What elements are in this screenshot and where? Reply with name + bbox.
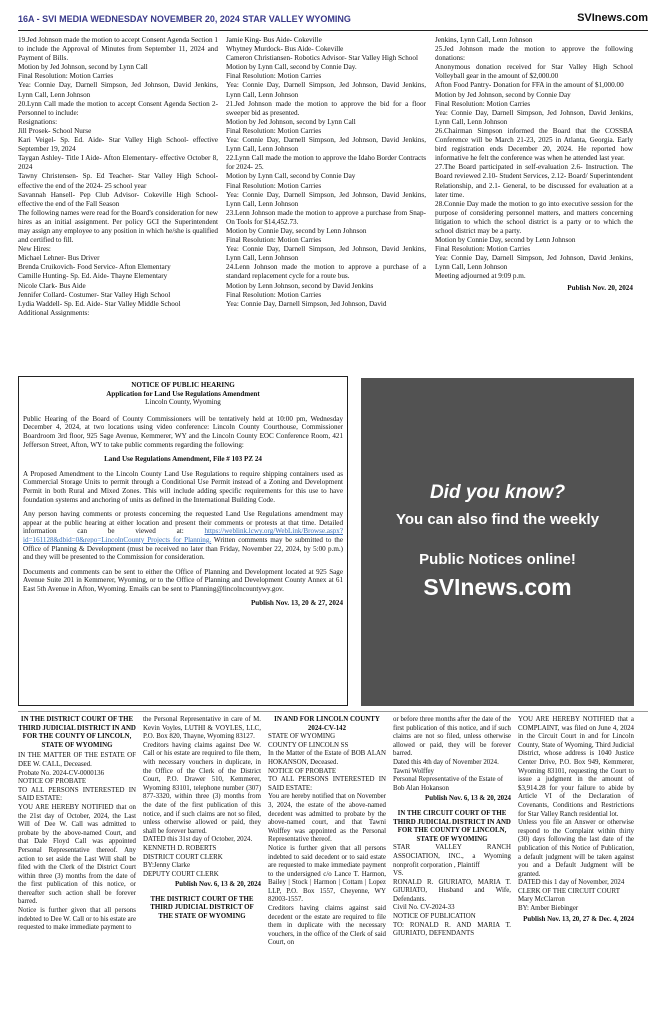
notice-line: STAR VALLEY RANCH ASSOCIATION, INC., a Wyoming nonprofit corporation , Plaintiff <box>393 844 511 869</box>
minutes-line: Yea: Connie Day, Darnell Simpson, Jed Johnson, David Jenkins, Lynn Call, Lenn Johnson <box>435 108 633 126</box>
minutes-line: Jenkins, Lynn Call, Lenn Johnson <box>435 36 533 44</box>
minutes-line: Yea: Connie Day, Darnell Simpson, Jed Johnson, David Jenkins, Lynn Call, Lenn Johnson <box>226 136 426 154</box>
publish-date: Publish Nov. 20, 2024 <box>567 283 633 292</box>
notice-line: Probate No. 2024-CV-0000136 <box>18 769 105 777</box>
notice-line: In the Matter of the Estate of BOB ALAN HOKANSON, Deceased. <box>268 750 386 766</box>
notice-line: NOTICE OF PROBATE <box>18 778 87 786</box>
notice-line: Tawni Wolffey <box>393 767 434 775</box>
minutes-line: Motion by Lynn Call, second by Connie Day. <box>226 63 357 72</box>
court-heading: IN THE DISTRICT COURT OF THE THIRD JUDICIAL DISTRICT IN AND FOR THE COUNTY OF LINCOLN, STATE OF WYOMING <box>18 716 136 749</box>
publish-date: Publish Nov. 13, 20 & 27, 2024 <box>250 599 343 608</box>
notice-line: YOU ARE HEREBY NOTIFIED that a COMPLAINT, was filed on June 4, 2024 in the Circuit Court in and for Lincoln County, State of Wyoming, Third Judicial District, whose address is 1040 Justice Center Drive, P.O. Box 949, Kemmerer, Wyoming 83101, requesting the Court to issue a judgment in the amount of $3,914.28 for your failure to abide by Article VI of the Declaration of Covenants, Conditions and Restrictions for Star Valley Ranch residential lot. <box>518 716 634 818</box>
svinews-ad[interactable] <box>361 378 634 706</box>
minutes-line: 19.Jed Johnson made the motion to accept Consent Agenda Section 1 to include the Approval of Minutes from September 11, 2024 and Payment of Bills. <box>18 36 218 63</box>
minutes-line: Kari Veigel- Sp. Ed. Aide- Star Valley High School- effective September 19, 2024 <box>18 136 218 154</box>
minutes-line: Final Resolution: Motion Carries <box>226 126 322 135</box>
minutes-line: Resignations: <box>18 117 58 126</box>
minutes-col-3 <box>435 36 633 293</box>
minutes-line: Additional Assignments: <box>18 308 90 317</box>
minutes-line: Final Resolution: Motion Carries <box>226 290 322 299</box>
minutes-line: New Hires: <box>18 245 51 254</box>
notice-line: KENNETH D. ROBERTS <box>143 844 217 852</box>
ad-headline: Did you know? <box>429 482 566 503</box>
notice-line: Creditors having claims against Dee W. Call or his estate are required to file them, with necessary vouchers in duplicate, in the Office of the Clerk of the District Court, P.O. Drawer 510, Kemmerer, Wyoming 83101, telephone number (307) 877-3320, within three (3) months from the date of the first publication of this notice, and if such claims are not so filed, unless otherwise allowed or paid, they shall be forever barred. <box>143 741 261 835</box>
notice-line: DATED this 1 day of November, 2024 <box>518 879 625 887</box>
notice-line: TO: RONALD R. AND MARIA T. GIURIATO, DEFENDANTS <box>393 921 511 938</box>
notice-line: Notice is further given that all persons indebted to Dee W. Call or to his estate are requested to make immediate payment to <box>18 907 136 932</box>
minutes-line: The following names were read for the Board's consideration for new hires as an initial assignment. Per policy GCI the Superintendent may assign any employee to any position in which he/she is qualified and certified to fill. <box>18 208 218 245</box>
notice-col-3 <box>268 716 386 948</box>
notice-line: TO ALL PERSONS INTERESTED IN SAID ESTATE: <box>18 786 136 803</box>
notice-line: BY: Amber Biebinger <box>518 905 579 913</box>
minutes-col-2 <box>226 36 426 309</box>
hearing-para-2: A Proposed Amendment to the Lincoln County Land Use Regulations to require shipping containers used as Commercial Storage Units to permit through a Conditional Use Permit instead of a Zoning and Development Permit in both Rural and Mixed Zones. This will include adding specific requirements for this use to have foundation systems and anchoring of units as defined in the International Building Code. <box>23 469 343 504</box>
notice-col-5 <box>518 716 634 924</box>
notice-line: YOU ARE HEREBY NOTIFIED that on the 21st day of October, 2024, the Last Will of Dee W. Call was admitted to probate by the above-named Court, and that Dale Floyd Call was appointed Personal Representative thereof. Any action to set aside the Last Will shall be filed with the Clerk of the District Court within three (3) months from the date of the first publication of this notice, or thereafter such action shall be forever barred. <box>18 803 136 906</box>
minutes-line: Anonymous donation received for Star Valley High School Volleyball gear in the amount of $2,000.00 <box>435 63 633 81</box>
minutes-line: Final Resolution: Motion Carries <box>435 99 531 108</box>
notice-line: TO ALL PERSONS INTERESTED IN SAID ESTATE: <box>268 776 386 792</box>
notice-line: DEPUTY COURT CLERK <box>143 870 219 878</box>
hearing-county: Lincoln County, Wyoming <box>145 398 221 407</box>
minutes-line: 27.The Board participated in self-evaluation 2.6- Instruction. The Board reviewed 2.10- Student Services, 2.12- Board/ Superintendent Relationship, and 2.1- General, to be discussed for evaluation at a later time. <box>435 163 633 199</box>
notice-line: the Personal Representative in care of M. Kevin Voyles, LUTHI & VOYLES, LLC, P.O. Box 820, Thayne, Wyoming 83127. <box>143 716 261 741</box>
notice-line: RONALD R. GIURIATO, MARIA T. GIURIATO, Husband and Wife, Defendants. <box>393 878 511 903</box>
notice-line: BY:Jenny Clarke <box>143 862 191 870</box>
minutes-line: Yea: Connie Day, Darnell Simpson, Jed Johnson, David Jenkins, Lynn Call, Lenn Johnson <box>226 81 426 99</box>
minutes-line: Final Resolution: Motion Carries <box>18 72 114 81</box>
publish-date: Publish Nov. 6, 13 & 20, 2024 <box>175 881 261 889</box>
minutes-line: Motion by Connie Day, second by Lenn Johnson <box>435 236 576 245</box>
minutes-line: 20.Lynn Call made the motion to accept Consent Agenda Section 2- Personnel to include: <box>18 99 218 117</box>
minutes-line: Motion by Lenn Johnson, second by David Jenkins <box>226 281 374 290</box>
notice-line: Notice is further given that all persons indebted to said decedent or to said estate are requested to make immediate payment to the undersigned c/o Lance T. Harmon, Bailey | Stock | Harmon | Cottam | Lopez LLP, P.O. Box 1557, Cheyenne, WY 82003-1557. <box>268 844 386 904</box>
minutes-line: Meeting adjourned at 9:09 p.m. <box>435 272 526 281</box>
notice-col-2 <box>143 716 261 922</box>
minutes-line: Motion by Connie Day, second by Lenn Johnson <box>226 226 367 235</box>
hearing-para-4: Documents and comments can be sent to either the Office of Planning and Development located at 925 Sage Avenue Suite 201 in Kemmerer, Wyoming, or to the Office of Planning and Development County Annex at 61 East 5th Avenue in Afton, Wyoming. Emails can be sent to Planning@lincolncountywy.gov. <box>23 567 343 593</box>
minutes-line: 26.Chairman Simpson informed the Board that the COSSBA Conference will be March 21-23, 2025 in Atlanta, Georgia. Early bird registration ends December 20, 2024. He reported how informative he felt the conference was when he attended last year. <box>435 126 633 163</box>
minutes-line: Motion by Jed Johnson, second by Lynn Call <box>18 63 148 72</box>
minutes-line: Lydia Waddell- Sp. Ed. Aide- Star Valley Middle School <box>18 299 181 308</box>
minutes-line: Yea: Connie Day, Darnell Simpson, Jed Johnson, David Jenkins, Lynn Call, Lenn Johnson <box>18 81 218 99</box>
publish-date: Publish Nov. 13, 20, 27 & Dec. 4, 2024 <box>523 915 634 923</box>
minutes-line: Yea: Connie Day, Darnell Simpson, Jed Johnson, David Jenkins, Lynn Call, Lenn Johnson <box>435 254 633 272</box>
minutes-line: Afton Food Pantry- Donation for FFA in the amount of $1,000.00 <box>435 81 624 90</box>
minutes-line: Motion by Jed Johnson, second by Connie Day <box>435 90 571 99</box>
minutes-line: Motion by Lynn Call, second by Connie Day <box>226 172 356 181</box>
hearing-file-heading: Land Use Regulations Amendment, File # 103 PZ 24 <box>104 455 262 464</box>
minutes-line: Motion by Jed Johnson, second by Lynn Call <box>226 117 356 126</box>
minutes-line: Michael Lehner- Bus Driver <box>18 254 100 263</box>
notice-line: Civil No. CV-2024-33 <box>393 904 455 912</box>
minutes-line: Jennifer Collard- Costumer- Star Valley High School <box>18 290 171 299</box>
notice-line: VS. <box>393 870 404 878</box>
minutes-col-1 <box>18 36 218 318</box>
minutes-line: Final Resolution: Motion Carries <box>226 236 322 245</box>
minutes-line: 24.Lenn Johnson made the motion to approve a purchase of a standard replacement cycle for a route bus. <box>226 263 426 281</box>
notice-line: or before three months after the date of the first publication of this notice, and if such claims are not so filed, unless otherwise allowed or paid, they will be forever barred. <box>393 716 511 758</box>
notice-line: You are hereby notified that on November 3, 2024, the estate of the above-named decedent was admitted to probate by the above-named court, and that Tawni Wolffey was appointed as the Personal Representative thereof. <box>268 793 386 844</box>
minutes-line: Taygan Ashley- Title I Aide- Afton Elementary- effective October 8, 2024 <box>18 154 218 172</box>
case-number: 2024-CV-142 <box>307 724 347 732</box>
court-heading: IN AND FOR LINCOLN COUNTY <box>274 716 380 723</box>
hearing-para-3 <box>23 510 343 562</box>
notice-line: DATED this 31st day of October, 2024. <box>143 836 253 844</box>
notice-line: Dated this 4th day of November 2024. <box>393 758 499 766</box>
minutes-line: Cameron Christiansen- Robotics Advisor- Star Valley High School <box>226 54 418 63</box>
hearing-subtitle: Application for Land Use Regulations Amendment <box>106 389 260 398</box>
minutes-line: Yea: Connie Day, Darnell Simpson, Jed Johnson, David Jenkins, Lynn Call, Lenn Johnson <box>226 245 426 263</box>
minutes-line: Brenda Cruikovich- Food Service- Afton Elementary <box>18 263 171 272</box>
minutes-line: 22.Lynn Call made the motion to approve the Idaho Border Contracts for 2024- 25. <box>226 154 426 172</box>
notice-line: Mary McClarron <box>518 896 565 904</box>
notice-col-1 <box>18 716 136 933</box>
notice-line: Creditors having claims against said decedent or the estate are required to file them in duplicate with the necessary vouchers, in the office of the Clerk of said Court, on <box>268 905 386 947</box>
notice-line: Unless you file an Answer or otherwise respond to the Complaint within thirty (30) days following the last date of the publication of this Notice of Publication, a default judgment will be taken against you and a Default Judgment will be granted. <box>518 819 634 878</box>
minutes-line: Tawny Christensen- Sp. Ed Teacher- Star Valley High School- effective the end of the 2024- 25 school year <box>18 172 218 190</box>
hearing-weblink[interactable]: https://weblink.lcwy.org/WebLink/Browse.aspx?id=161128&dbid=0&repo=LincolnCounty Projects for Planning. <box>23 527 343 544</box>
notice-line: Bob Alan Hokanson <box>393 784 449 792</box>
minutes-line: Jill Prosek- School Nurse <box>18 126 92 135</box>
minutes-line: Yea: Connie Day, Darnell Simpson, Jed Johnson, David <box>226 299 387 308</box>
minutes-line: 28.Connie Day made the motion to go into executive session for the purpose of considering personnel matters, and matters concerning litigation to which the school district is a party or to which the school district may be a party. <box>435 199 633 235</box>
ad-line-3: Public Notices online! <box>419 551 576 568</box>
publish-date: Publish Nov. 6, 13 & 20, 2024 <box>425 795 511 803</box>
notice-line: Personal Representative of the Estate of <box>393 776 504 784</box>
minutes-line: 21.Jed Johnson made the motion to approve the bid for a floor sweeper bid as presented. <box>226 99 426 117</box>
minutes-line: Whytney Murdock- Bus Aide- Cokeville <box>226 45 344 54</box>
hearing-para-1: Public Hearing of the Board of County Commissioners will be tentatively held at 10:00 pm, Wednesday December 4, 2024, at two locations using video conference: Lincoln County Courthouse, Commissioner Boardroom 3rd floor, 925 Sage Avenue, Kemmerer, WY and the Lincoln County EOC Conference Room, 421 Jefferson Street, Afton, WY to take public comments regarding the following: <box>23 414 343 449</box>
minutes-line: 25.Jed Johnson made the motion to approve the following donations: <box>435 45 633 63</box>
notice-line: CLERK OF THE CIRCUIT COURT <box>518 887 620 895</box>
minutes-line: Camille Hunting- Sp. Ed. Aide- Thayne Elementary <box>18 272 168 281</box>
minutes-line: Jamie King- Bus Aide- Cokeville <box>226 36 322 44</box>
minutes-line: 23.Lenn Johnson made the motion to approve a purchase from Snap-On Tools for $14,452.73. <box>226 208 426 226</box>
notice-line: IN THE MATTER OF THE ESTATE OF DEE W. CALL, Deceased. <box>18 752 136 768</box>
minutes-line: Yea: Connie Day, Darnell Simpson, Jed Johnson, David Jenkins, Lynn Call, Lenn Johnson <box>226 190 426 208</box>
header-dateline: 16A - SVI MEDIA WEDNESDAY NOVEMBER 20, 2024 STAR VALLEY WYOMING <box>18 14 351 24</box>
ad-site: SVInews.com <box>423 574 572 600</box>
section-divider <box>18 711 648 712</box>
hearing-title: NOTICE OF PUBLIC HEARING <box>131 381 235 389</box>
court-heading: THE DISTRICT COURT OF THE THIRD JUDICIAL DISTRICT OF THE STATE OF WYOMING <box>150 895 254 921</box>
notice-line: NOTICE OF PUBLICATION <box>393 913 476 921</box>
minutes-line: Savannah Hansell- Pep Club Advisor- Cokeville High School- effective the end of the Fall Season <box>18 190 218 208</box>
notice-line: COUNTY OF LINCOLN SS <box>268 741 349 749</box>
hearing-para-3b: Written comments may be submitted to the Office of Planning & Development (must be received no later than Friday, November 22, 2024, by 5:00 p.m.) and they will be presented to the Commission for consideration. <box>23 535 343 562</box>
notice-line: STATE OF WYOMING <box>268 733 336 741</box>
minutes-line: Final Resolution: Motion Carries <box>226 181 322 190</box>
minutes-line: Final Resolution: Motion Carries <box>226 72 322 81</box>
notice-line: DISTRICT COURT CLERK <box>143 853 223 861</box>
notice-col-4 <box>393 716 511 939</box>
minutes-line: Nicole Clark- Bus Aide <box>18 281 86 290</box>
court-heading: IN THE CIRCUIT COURT OF THE THIRD JUDICIAL DISTRICT IN AND FOR THE COUNTY OF LINCOLN, STATE OF WYOMING <box>393 809 511 843</box>
header-site: SVInews.com <box>577 12 648 24</box>
page-header <box>18 12 648 31</box>
public-hearing-notice <box>18 376 348 706</box>
minutes-line: Final Resolution: Motion Carries <box>435 245 531 254</box>
ad-line-2: You can also find the weekly <box>395 511 600 528</box>
hearing-para-3a: Any person having comments or protests concerning the requested Land Use Regulations amendment may appear at the public hearing at either location and present their comments or protests at that time. Detailed information can be viewed at: <box>23 510 343 536</box>
notice-line: NOTICE OF PROBATE <box>268 767 337 775</box>
